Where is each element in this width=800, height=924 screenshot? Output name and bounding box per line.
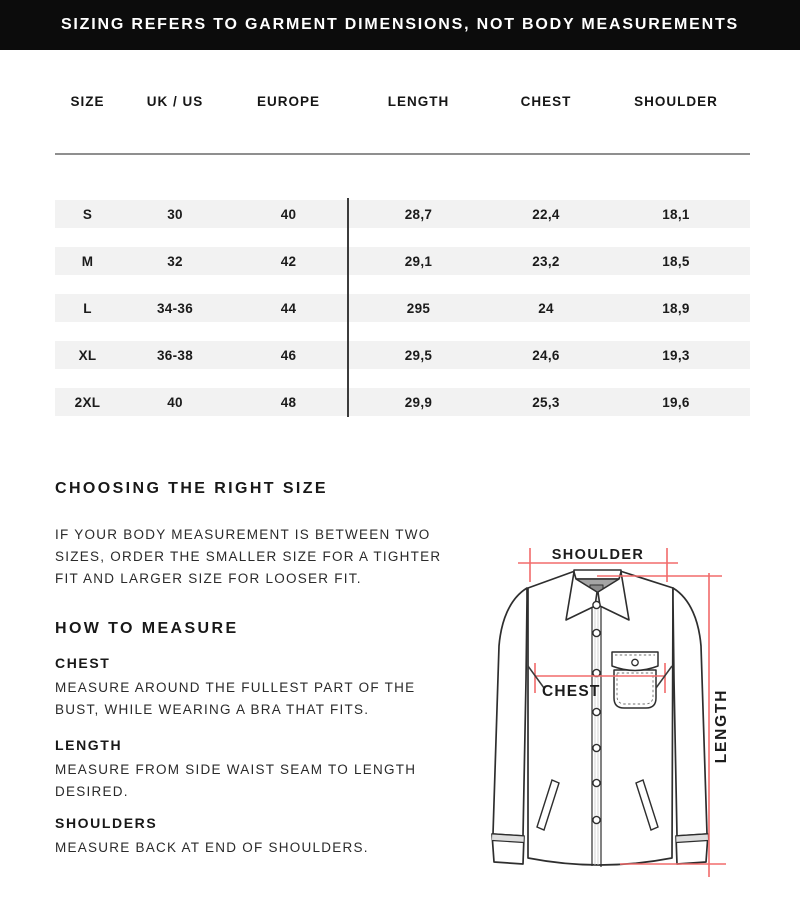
cell-length: 295 xyxy=(406,300,431,316)
cell-size: M xyxy=(81,253,94,269)
cell-shoulder: 19,6 xyxy=(662,394,690,410)
cell-ukus: 30 xyxy=(167,206,183,222)
cell-length: 29,1 xyxy=(404,253,433,269)
cell-europe: 46 xyxy=(280,347,297,363)
measure-shoulders-label: SHOULDERS xyxy=(55,815,158,831)
cell-ukus: 40 xyxy=(167,394,183,410)
cell-length: 29,5 xyxy=(404,347,433,363)
cell-chest: 23,2 xyxy=(532,253,560,269)
measure-chest-label: CHEST xyxy=(55,655,111,671)
column-header-size: SIZE xyxy=(70,94,105,109)
cell-ukus: 34-36 xyxy=(156,300,194,316)
cell-size: XL xyxy=(78,347,97,363)
disclaimer-text: SIZING REFERS TO GARMENT DIMENSIONS, NOT BODY MEASUREMENTS xyxy=(60,16,740,33)
cell-length: 29,9 xyxy=(404,394,433,410)
column-header-length: LENGTH xyxy=(387,94,450,109)
cell-size: L xyxy=(83,300,92,316)
cell-europe: 48 xyxy=(280,394,297,410)
cell-chest: 22,4 xyxy=(532,206,560,222)
shirt-line-art xyxy=(460,520,800,900)
cell-size: S xyxy=(82,206,93,222)
cell-chest: 25,3 xyxy=(532,394,560,410)
measure-length-text: MEASURE FROM SIDE WAIST SEAM TO LENGTH DESIRED. xyxy=(55,762,417,799)
column-header-ukus: UK / US xyxy=(146,94,204,109)
size-table-header xyxy=(55,94,750,109)
table-row xyxy=(55,341,750,369)
cell-size: 2XL xyxy=(74,394,101,410)
table-row xyxy=(55,294,750,322)
how-to-measure-title: HOW TO MEASURE xyxy=(55,620,239,637)
cell-europe: 44 xyxy=(280,300,297,316)
chest-label: CHEST xyxy=(542,683,601,700)
cell-shoulder: 18,9 xyxy=(662,300,690,316)
choosing-size-title: CHOOSING THE RIGHT SIZE xyxy=(55,480,328,497)
column-header-chest: CHEST xyxy=(520,94,572,109)
disclaimer-banner xyxy=(0,0,800,50)
cell-chest: 24 xyxy=(538,300,554,316)
column-header-europe: EUROPE xyxy=(256,94,320,109)
measure-shoulders-text: MEASURE BACK AT END OF SHOULDERS. xyxy=(55,840,369,855)
table-row xyxy=(55,247,750,275)
table-vertical-divider xyxy=(347,198,349,417)
size-table-rows xyxy=(55,200,750,435)
cell-ukus: 36-38 xyxy=(156,347,194,363)
pocket-button xyxy=(632,659,638,665)
cell-shoulder: 18,5 xyxy=(662,253,690,269)
header-divider-line xyxy=(55,153,750,155)
measure-length-label: LENGTH xyxy=(55,737,123,753)
shirt-right-sleeve xyxy=(673,588,707,836)
cell-chest: 24,6 xyxy=(532,347,560,363)
cell-europe: 40 xyxy=(280,206,297,222)
cell-shoulder: 19,3 xyxy=(662,347,690,363)
column-header-shoulder: SHOULDER xyxy=(634,94,718,109)
table-row xyxy=(55,200,750,228)
choosing-size-text: IF YOUR BODY MEASUREMENT IS BETWEEN TWO SIZES, ORDER THE SMALLER SIZE FOR A TIGHTER FIT AND LARGER SIZE FOR LOOSER FIT. xyxy=(55,527,442,586)
cell-europe: 42 xyxy=(280,253,297,269)
measure-chest-text: MEASURE AROUND THE FULLEST PART OF THE BUST, WHILE WEARING A BRA THAT FITS. xyxy=(55,680,416,717)
shoulder-label: SHOULDER xyxy=(551,547,645,563)
length-label: LENGTH xyxy=(713,688,730,764)
cell-ukus: 32 xyxy=(167,253,183,269)
shirt-measurement-diagram xyxy=(460,520,800,900)
cell-length: 28,7 xyxy=(404,206,433,222)
cell-shoulder: 18,1 xyxy=(662,206,690,222)
shirt-left-sleeve xyxy=(493,588,527,836)
table-row xyxy=(55,388,750,416)
